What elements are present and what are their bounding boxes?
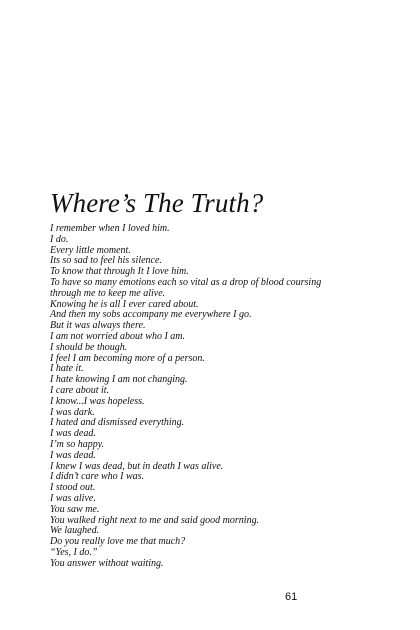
poem-line: To know that through It I love him.: [50, 266, 189, 278]
poem-line: I remember when I loved him.: [50, 223, 170, 234]
poem-line: Its so sad to feel his silence.: [50, 255, 162, 267]
poem-line: I stood out.: [50, 482, 96, 494]
page-number: 61: [285, 591, 298, 603]
poem-title: Where’s The Truth?: [50, 188, 264, 218]
poem-line: I care about it.: [50, 384, 110, 396]
poem-line: I hate knowing I am not changing.: [50, 374, 188, 386]
poem-line: through me to keep me alive.: [50, 287, 166, 299]
poem-line: And then my sobs accompany me everywhere I go.: [50, 309, 252, 321]
poem-line: I was alive.: [50, 492, 96, 504]
poem-line: I should be though.: [50, 341, 128, 353]
poem-line: To have so many emotions each so vital as a drop of blood coursing: [50, 276, 322, 288]
poem-line: You walked right next to me and said good morning.: [50, 514, 260, 526]
poem-line: We laughed.: [50, 525, 100, 537]
poem-line: I am not worried about who I am.: [50, 330, 185, 342]
poem-line: You saw me.: [50, 503, 100, 515]
poem-line: I was dead.: [50, 449, 96, 461]
poem-line: I feel I am becoming more of a person.: [50, 352, 205, 364]
poem-line: I knew I was dead, but in death I was alive.: [50, 460, 224, 472]
poem-line: I was dead.: [50, 428, 96, 440]
poem-line: “Yes, I do.”: [50, 546, 98, 558]
poem-line: I hated and dismissed everything.: [50, 417, 185, 429]
poem-line: Knowing he is all I ever cared about.: [50, 298, 199, 310]
poem-line: I didn’t care who I was.: [50, 471, 145, 483]
poem-line: I know...I was hopeless.: [50, 395, 145, 407]
poem-line: I do.: [50, 233, 69, 245]
poem-line: Do you really love me that much?: [50, 536, 186, 548]
poem-body: [50, 224, 390, 570]
poem-line: Every little moment.: [50, 244, 131, 256]
poem-line: But it was always there.: [50, 320, 146, 332]
poem-line: I was dark.: [50, 406, 95, 418]
poem-line: You answer without waiting.: [50, 557, 164, 569]
poem-line: I’m so happy.: [50, 438, 105, 450]
poem-line: I hate it.: [50, 363, 84, 375]
